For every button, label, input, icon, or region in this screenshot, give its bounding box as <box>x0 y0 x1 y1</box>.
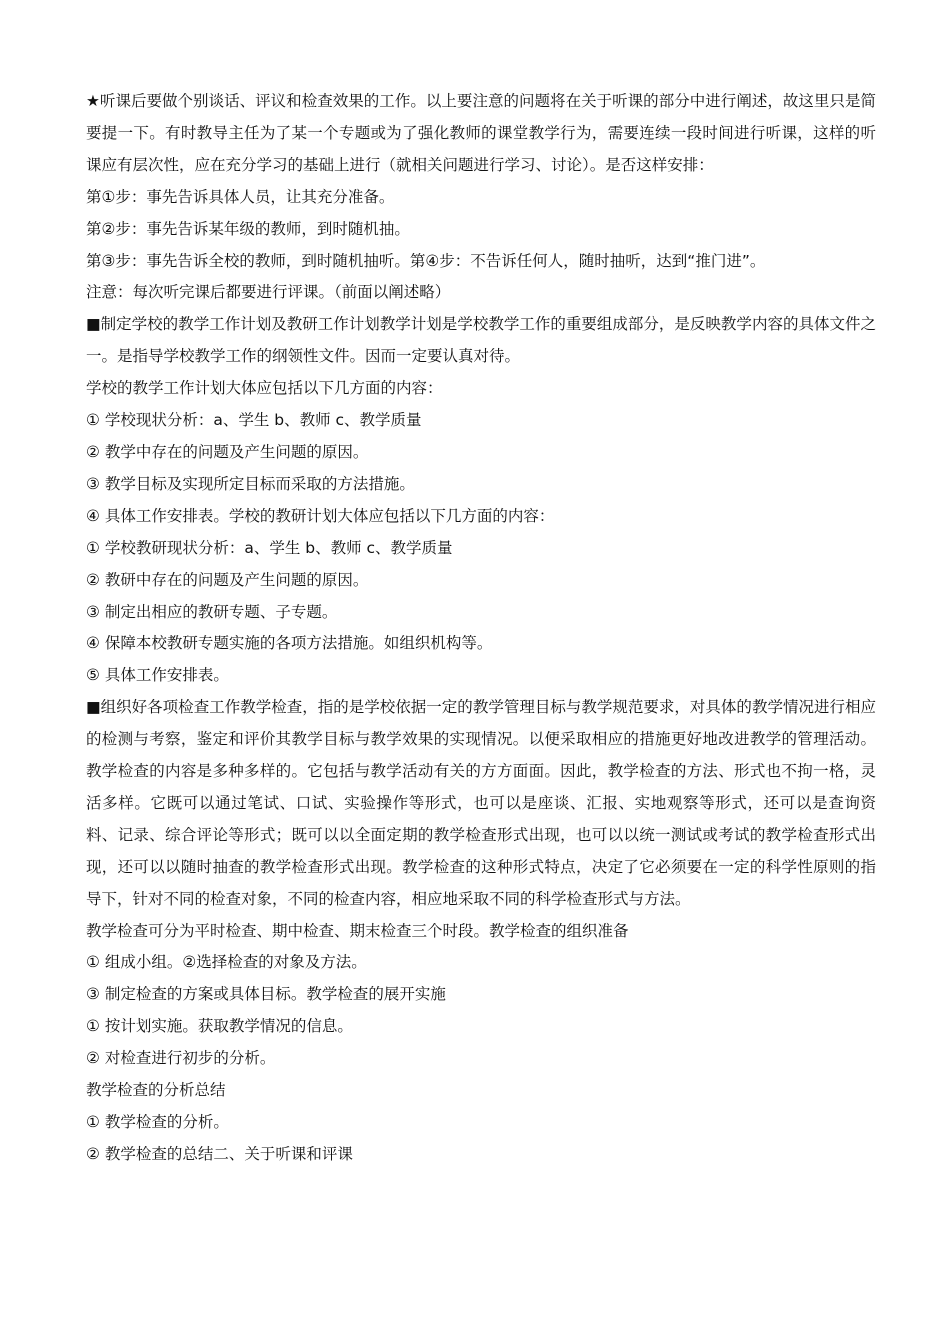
inspection-summary-heading: 教学检查的分析总结 <box>86 1081 226 1100</box>
step-3-4: 第③步：事先告诉全校的教师，到时随机抽听。第④步：不告诉任何人，随时抽听，达到“推门进”。 <box>86 251 766 270</box>
list-item: ① 学校现状分析：a、学生 b、教师 c、教学质量 <box>86 411 422 430</box>
list-item: ② 教学中存在的问题及产生问题的原因。 <box>86 442 369 461</box>
list-item: ④ 保障本校教研专题实施的各项方法措施。如组织机构等。 <box>86 634 493 653</box>
note-evaluation: 注意：每次听完课后都要进行评课。（前面以阐述略） <box>86 283 451 302</box>
list-item: ① 按计划实施。获取教学情况的信息。 <box>86 1017 353 1036</box>
list-item: ② 教研中存在的问题及产生问题的原因。 <box>86 570 369 589</box>
list-item: ③ 制定检查的方案或具体目标。教学检查的展开实施 <box>86 985 446 1004</box>
list-item: ② 教学检查的总结二、关于听课和评课 <box>86 1144 353 1163</box>
teaching-plan-intro: 学校的教学工作计划大体应包括以下几方面的内容： <box>86 379 443 398</box>
list-item: ④ 具体工作安排表。学校的教研计划大体应包括以下几方面的内容： <box>86 506 555 525</box>
inspection-periods: 教学检查可分为平时检查、期中检查、期末检查三个时段。教学检查的组织准备 <box>86 921 629 940</box>
step-1: 第①步：事先告诉具体人员，让其充分准备。 <box>86 187 395 206</box>
list-item: ③ 制定出相应的教研专题、子专题。 <box>86 602 338 621</box>
document-page <box>86 86 876 1171</box>
list-item: ① 教学检查的分析。 <box>86 1113 229 1131</box>
list-item: ⑤ 具体工作安排表。 <box>86 666 229 685</box>
list-item: ② 对检查进行初步的分析。 <box>86 1049 276 1068</box>
section-teaching-plan: ■制定学校的教学工作计划及教研工作计划教学计划是学校教学工作的重要组成部分，是反映教学内容的具体文件之一。是指导学校教学工作的纲领性文件。因而一定要认真对待。 <box>86 315 876 366</box>
list-item: ① 组成小组。②选择检查的对象及方法。 <box>86 953 367 972</box>
paragraph-observation-followup: ★听课后要做个别谈话、评议和检查效果的工作。以上要注意的问题将在关于听课的部分中进行阐述，故这里只是简要提一下。有时教导主任为了某一个专题或为了强化教师的课堂教学行为，需要连续一段时间进行听课，这样的听课应有层次性，应在充分学习的基础上进行（就相关问题进行学习、讨论）。是否这样安排： <box>86 92 876 174</box>
step-2: 第②步：事先告诉某年级的教师，到时随机抽。 <box>86 219 410 238</box>
list-item: ① 学校教研现状分析：a、学生 b、教师 c、教学质量 <box>86 538 453 557</box>
list-item: ③ 教学目标及实现所定目标而采取的方法措施。 <box>86 474 415 493</box>
section-inspection: ■组织好各项检查工作教学检查，指的是学校依据一定的教学管理目标与教学规范要求，对具体的教学情况进行相应的检测与考察，鉴定和评价其教学目标与教学效果的实现情况。以便采取相应的措施更好地改进教学的管理活动。教学检查的内容是多种多样的。它包括与教学活动有关的方方面面。因此，教学检查的方法、形式也不拘一格，灵活多样。它既可以通过笔试、口试、实验操作等形式，也可以是座谈、汇报、实地观察等形式，还可以是查询资料、记录、综合评论等形式；既可以以全面定期的教学检查形式出现，也可以以统一测试或考试的教学检查形式出现，还可以以随时抽查的教学检查形式出现。教学检查的这种形式特点，决定了它必须要在一定的科学性原则的指导下，针对不同的检查对象，不同的检查内容，相应地采取不同的科学检查形式与方法。 <box>86 698 876 908</box>
